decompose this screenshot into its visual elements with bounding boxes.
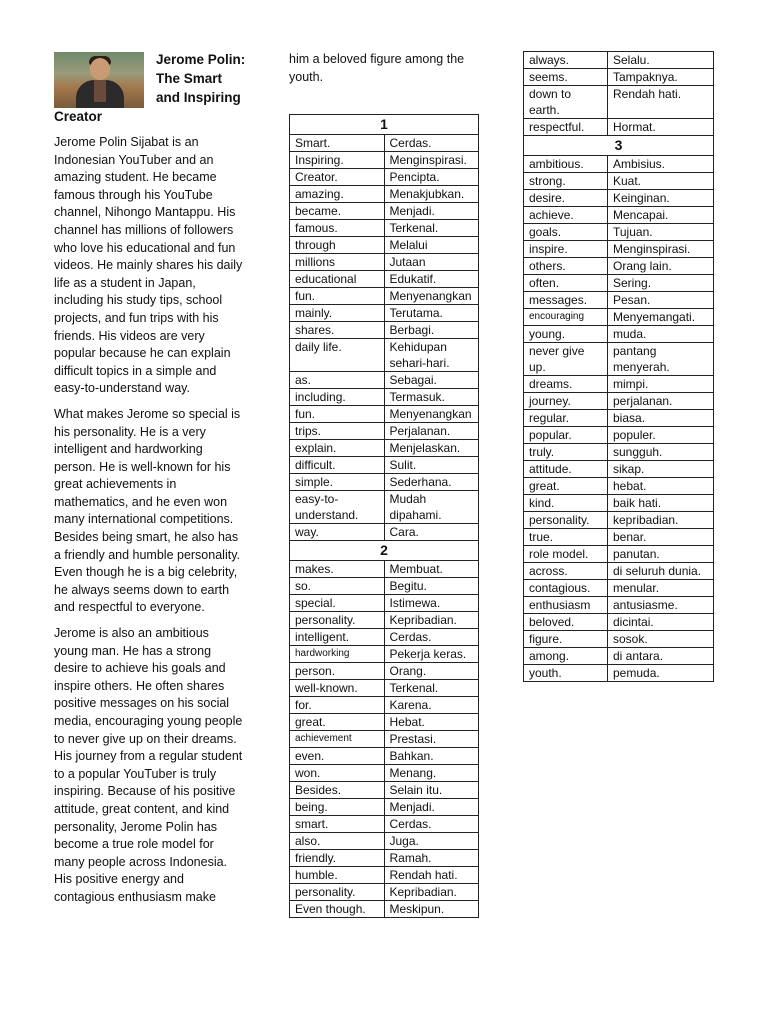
indonesian-translation: Hebat. <box>384 714 479 731</box>
vocab-row <box>290 440 479 457</box>
english-word: amazing. <box>290 186 385 203</box>
vocab-row <box>524 631 714 648</box>
english-word: humble. <box>290 867 385 884</box>
vocab-row <box>290 220 479 237</box>
indonesian-translation: Ambisius. <box>608 156 714 173</box>
indonesian-translation: Sederhana. <box>384 474 479 491</box>
english-word: personality. <box>290 884 385 901</box>
english-word: popular. <box>524 427 608 444</box>
title-line: Jerome Polin: <box>156 52 246 67</box>
indonesian-translation: Terutama. <box>384 305 479 322</box>
indonesian-translation: Tampaknya. <box>608 69 714 86</box>
english-word: through <box>290 237 385 254</box>
vocab-row <box>290 457 479 474</box>
english-word: explain. <box>290 440 385 457</box>
vocab-row <box>524 410 714 427</box>
english-word: figure. <box>524 631 608 648</box>
vocab-row <box>290 169 479 186</box>
vocab-row <box>524 495 714 512</box>
english-word: trips. <box>290 423 385 440</box>
english-word: friendly. <box>290 850 385 867</box>
indonesian-translation: Orang. <box>384 663 479 680</box>
english-word: attitude. <box>524 461 608 478</box>
english-word: as. <box>290 372 385 389</box>
english-word: among. <box>524 648 608 665</box>
vocab-row <box>524 292 714 309</box>
english-word: shares. <box>290 322 385 339</box>
indonesian-translation: Melalui <box>384 237 479 254</box>
english-word: personality. <box>290 612 385 629</box>
indonesian-translation: Menyenangkan <box>384 288 479 305</box>
vocab-row <box>290 680 479 697</box>
indonesian-translation: sikap. <box>608 461 714 478</box>
vocab-row <box>524 258 714 275</box>
english-word: Even though. <box>290 901 385 918</box>
vocab-row <box>290 646 479 663</box>
english-word: including. <box>290 389 385 406</box>
english-word: hardworking <box>290 646 385 663</box>
english-word: encouraging <box>524 309 608 326</box>
vocab-row <box>290 322 479 339</box>
indonesian-translation: Menyemangati. <box>608 309 714 326</box>
indonesian-translation: Selain itu. <box>384 782 479 799</box>
english-word: makes. <box>290 561 385 578</box>
indonesian-translation: Terkenal. <box>384 680 479 697</box>
indonesian-translation: populer. <box>608 427 714 444</box>
vocab-row <box>524 241 714 258</box>
indonesian-translation: Selalu. <box>608 52 714 69</box>
english-word: Creator. <box>290 169 385 186</box>
indonesian-translation: Cara. <box>384 524 479 541</box>
vocab-row <box>290 867 479 884</box>
indonesian-translation: Termasuk. <box>384 389 479 406</box>
vocab-row <box>524 580 714 597</box>
indonesian-translation: di antara. <box>608 648 714 665</box>
english-word: regular. <box>524 410 608 427</box>
english-word: for. <box>290 697 385 714</box>
english-word: across. <box>524 563 608 580</box>
section-number: 2 <box>290 541 479 561</box>
vocab-row <box>290 186 479 203</box>
vocab-row <box>524 546 714 563</box>
indonesian-translation: Kuat. <box>608 173 714 190</box>
indonesian-translation: Terkenal. <box>384 220 479 237</box>
vocab-row <box>290 271 479 288</box>
section-header-row <box>290 115 479 135</box>
indonesian-translation: Rendah hati. <box>384 867 479 884</box>
vocab-row <box>524 309 714 326</box>
indonesian-translation: Sulit. <box>384 457 479 474</box>
english-word: goals. <box>524 224 608 241</box>
vocab-row <box>524 512 714 529</box>
vocab-row <box>524 52 714 69</box>
indonesian-translation: Berbagi. <box>384 322 479 339</box>
indonesian-translation: biasa. <box>608 410 714 427</box>
indonesian-translation: dicintai. <box>608 614 714 631</box>
vocab-column-3 <box>523 51 714 682</box>
vocab-row <box>290 816 479 833</box>
indonesian-translation: Membuat. <box>384 561 479 578</box>
english-word: won. <box>290 765 385 782</box>
vocab-row <box>290 612 479 629</box>
english-word: dreams. <box>524 376 608 393</box>
english-word: Smart. <box>290 135 385 152</box>
vocab-row <box>290 782 479 799</box>
indonesian-translation: muda. <box>608 326 714 343</box>
vocab-row <box>524 461 714 478</box>
title-line: The Smart <box>156 71 223 86</box>
vocab-row <box>290 203 479 220</box>
indonesian-translation: Menakjubkan. <box>384 186 479 203</box>
english-word: also. <box>290 833 385 850</box>
english-word: famous. <box>290 220 385 237</box>
vocab-row <box>290 288 479 305</box>
vocab-row <box>524 614 714 631</box>
vocab-row <box>524 648 714 665</box>
vocab-row <box>524 393 714 410</box>
indonesian-translation: Cerdas. <box>384 135 479 152</box>
english-word: difficult. <box>290 457 385 474</box>
vocab-row <box>290 524 479 541</box>
vocab-row <box>524 665 714 682</box>
indonesian-translation: Pesan. <box>608 292 714 309</box>
title-tail: Creator <box>54 109 103 124</box>
indonesian-translation: menular. <box>608 580 714 597</box>
indonesian-translation: Menjadi. <box>384 203 479 220</box>
indonesian-translation: pemuda. <box>608 665 714 682</box>
vocab-row <box>290 731 479 748</box>
title-line: and Inspiring <box>156 90 241 105</box>
english-word: smart. <box>290 816 385 833</box>
english-word: daily life. <box>290 339 385 372</box>
vocab-row <box>290 884 479 901</box>
english-word: messages. <box>524 292 608 309</box>
english-word: intelligent. <box>290 629 385 646</box>
article-column <box>54 50 246 915</box>
vocab-row <box>524 156 714 173</box>
indonesian-translation: Rendah hati. <box>608 86 714 119</box>
english-word: so. <box>290 578 385 595</box>
vocab-column-2 <box>289 51 479 918</box>
indonesian-translation: baik hati. <box>608 495 714 512</box>
english-word: became. <box>290 203 385 220</box>
vocab-row <box>524 326 714 343</box>
english-word: journey. <box>524 393 608 410</box>
indonesian-translation: Mencapai. <box>608 207 714 224</box>
vocab-row <box>290 339 479 372</box>
english-word: down to earth. <box>524 86 608 119</box>
english-word: respectful. <box>524 119 608 136</box>
english-word: achievement <box>290 731 385 748</box>
section-number: 1 <box>290 115 479 135</box>
indonesian-translation: Kepribadian. <box>384 612 479 629</box>
section-number: 3 <box>524 136 714 156</box>
vocab-row <box>524 207 714 224</box>
english-word: never give up. <box>524 343 608 376</box>
vocab-row <box>524 343 714 376</box>
indonesian-translation: Tujuan. <box>608 224 714 241</box>
indonesian-translation: mimpi. <box>608 376 714 393</box>
section-header-row <box>524 136 714 156</box>
english-word: great. <box>290 714 385 731</box>
english-word: Besides. <box>290 782 385 799</box>
indonesian-translation: Keinginan. <box>608 190 714 207</box>
indonesian-translation: pantang menyerah. <box>608 343 714 376</box>
english-word: simple. <box>290 474 385 491</box>
article-header <box>54 50 246 134</box>
indonesian-translation: perjalanan. <box>608 393 714 410</box>
indonesian-translation: Kehidupan sehari-hari. <box>384 339 479 372</box>
vocab-row <box>290 901 479 918</box>
vocab-row <box>290 152 479 169</box>
vocab-row <box>290 595 479 612</box>
english-word: Inspiring. <box>290 152 385 169</box>
paragraph-1: Jerome Polin Sijabat is an Indonesian YouTuber and an amazing student. He became famous through his YouTube channel, Nihongo Mantappu. His channel has millions of followers who love his educational and fun videos. He mainly shares his daily life as a student in Japan, including his study tips, school projects, and fun trips with his friends. His videos are very popular because he can explain difficult topics in a simple and easy-to-understand way. <box>54 135 243 396</box>
english-word: special. <box>290 595 385 612</box>
vocab-row <box>524 597 714 614</box>
vocab-row <box>524 563 714 580</box>
indonesian-translation: Menginspirasi. <box>384 152 479 169</box>
english-word: inspire. <box>524 241 608 258</box>
paragraph-3: Jerome is also an ambitious young man. He has a strong desire to achieve his goals and inspire others. He often shares positive messages on his social media, encouraging young people to never give up on their dreams. His journey from a regular student to a popular YouTuber is truly inspiring. Because of his positive attitude, great content, and kind personality, Jerome Polin has become a true role model for many people across Indonesia. His positive energy and contagious enthusiasm make <box>54 626 243 904</box>
indonesian-translation: Istimewa. <box>384 595 479 612</box>
indonesian-translation: Perjalanan. <box>384 423 479 440</box>
english-word: personality. <box>524 512 608 529</box>
english-word: person. <box>290 663 385 680</box>
english-word: achieve. <box>524 207 608 224</box>
vocab-row <box>524 173 714 190</box>
vocab-row <box>524 86 714 119</box>
article-title <box>156 50 248 107</box>
english-word: often. <box>524 275 608 292</box>
english-word: always. <box>524 52 608 69</box>
english-word: contagious. <box>524 580 608 597</box>
vocab-row <box>524 275 714 292</box>
english-word: beloved. <box>524 614 608 631</box>
indonesian-translation: Ramah. <box>384 850 479 867</box>
indonesian-translation: hebat. <box>608 478 714 495</box>
vocab-row <box>290 850 479 867</box>
indonesian-translation: Cerdas. <box>384 629 479 646</box>
indonesian-translation: sosok. <box>608 631 714 648</box>
indonesian-translation: Edukatif. <box>384 271 479 288</box>
indonesian-translation: Sering. <box>608 275 714 292</box>
vocab-row <box>290 748 479 765</box>
indonesian-translation: antusiasme. <box>608 597 714 614</box>
vocab-row <box>524 119 714 136</box>
indonesian-translation: Jutaan <box>384 254 479 271</box>
indonesian-translation: Begitu. <box>384 578 479 595</box>
indonesian-translation: kepribadian. <box>608 512 714 529</box>
english-word: mainly. <box>290 305 385 322</box>
vocab-row <box>290 254 479 271</box>
english-word: seems. <box>524 69 608 86</box>
indonesian-translation: Prestasi. <box>384 731 479 748</box>
vocab-table-2 <box>523 51 714 682</box>
english-word: fun. <box>290 406 385 423</box>
english-word: well-known. <box>290 680 385 697</box>
indonesian-translation: Menyenangkan <box>384 406 479 423</box>
english-word: enthusiasm <box>524 597 608 614</box>
vocab-row <box>290 406 479 423</box>
vocab-row <box>290 799 479 816</box>
indonesian-translation: Kepribadian. <box>384 884 479 901</box>
english-word: great. <box>524 478 608 495</box>
vocab-row <box>290 629 479 646</box>
indonesian-translation: Orang lain. <box>608 258 714 275</box>
vocab-row <box>524 529 714 546</box>
section-header-row <box>290 541 479 561</box>
english-word: kind. <box>524 495 608 512</box>
indonesian-translation: Sebagai. <box>384 372 479 389</box>
paragraph-continuation: him a beloved figure among the youth. <box>289 52 465 84</box>
indonesian-translation: panutan. <box>608 546 714 563</box>
vocab-row <box>290 765 479 782</box>
indonesian-translation: sungguh. <box>608 444 714 461</box>
paragraph-2: What makes Jerome so special is his personality. He is a very intelligent and hardworking person. He is well-known for his great achievements in mathematics, and he even won many international competitions. Besides being smart, he also has a friendly and humble personality. Even though he is a big celebrity, he always seems down to earth and respectful to everyone. <box>54 406 241 615</box>
vocab-row <box>290 135 479 152</box>
english-word: way. <box>290 524 385 541</box>
english-word: desire. <box>524 190 608 207</box>
indonesian-translation: di seluruh dunia. <box>608 563 714 580</box>
author-photo <box>54 52 144 108</box>
vocab-row <box>290 423 479 440</box>
vocab-row <box>524 69 714 86</box>
vocab-row <box>290 561 479 578</box>
vocab-row <box>290 372 479 389</box>
english-word: young. <box>524 326 608 343</box>
vocab-row <box>524 224 714 241</box>
english-word: strong. <box>524 173 608 190</box>
vocab-row <box>290 697 479 714</box>
indonesian-translation: Mudah dipahami. <box>384 491 479 524</box>
vocab-row <box>290 389 479 406</box>
english-word: true. <box>524 529 608 546</box>
vocab-row <box>524 190 714 207</box>
vocab-row <box>290 305 479 322</box>
indonesian-translation: Juga. <box>384 833 479 850</box>
indonesian-translation: Menang. <box>384 765 479 782</box>
vocab-row <box>524 478 714 495</box>
english-word: being. <box>290 799 385 816</box>
indonesian-translation: Menginspirasi. <box>608 241 714 258</box>
english-word: easy-to-understand. <box>290 491 385 524</box>
indonesian-translation: Meskipun. <box>384 901 479 918</box>
english-word: others. <box>524 258 608 275</box>
indonesian-translation: Cerdas. <box>384 816 479 833</box>
english-word: educational <box>290 271 385 288</box>
indonesian-translation: Pekerja keras. <box>384 646 479 663</box>
vocab-row <box>290 237 479 254</box>
indonesian-translation: Hormat. <box>608 119 714 136</box>
vocab-row <box>524 376 714 393</box>
indonesian-translation: Karena. <box>384 697 479 714</box>
vocab-row <box>290 491 479 524</box>
english-word: even. <box>290 748 385 765</box>
indonesian-translation: Pencipta. <box>384 169 479 186</box>
english-word: role model. <box>524 546 608 563</box>
vocab-row <box>290 714 479 731</box>
vocab-row <box>290 663 479 680</box>
vocab-row <box>290 474 479 491</box>
english-word: truly. <box>524 444 608 461</box>
indonesian-translation: Menjadi. <box>384 799 479 816</box>
indonesian-translation: benar. <box>608 529 714 546</box>
indonesian-translation: Menjelaskan. <box>384 440 479 457</box>
vocab-table-1 <box>289 114 479 918</box>
english-word: ambitious. <box>524 156 608 173</box>
vocab-row <box>524 444 714 461</box>
vocab-row <box>290 833 479 850</box>
english-word: youth. <box>524 665 608 682</box>
english-word: millions <box>290 254 385 271</box>
english-word: fun. <box>290 288 385 305</box>
vocab-row <box>524 427 714 444</box>
indonesian-translation: Bahkan. <box>384 748 479 765</box>
vocab-row <box>290 578 479 595</box>
